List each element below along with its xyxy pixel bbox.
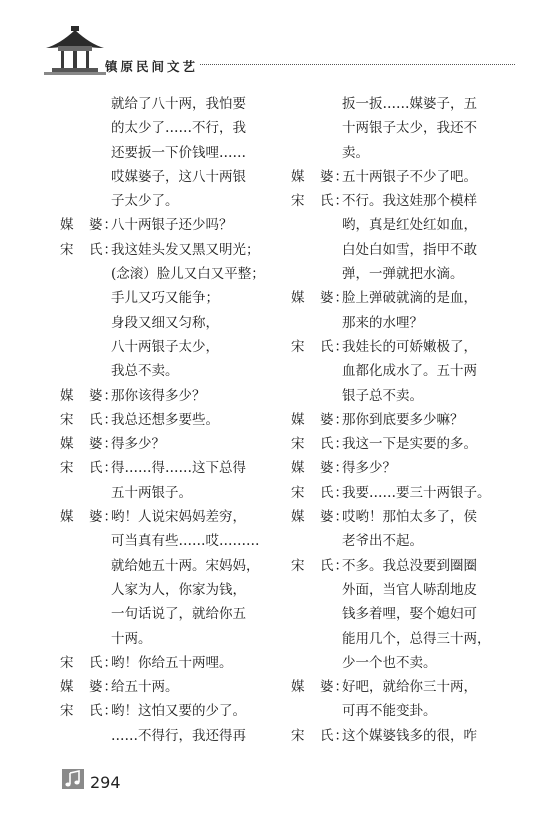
speaker-label: 媒 婆：	[60, 509, 118, 526]
dialogue-text: 扳一扳……媒婆子，五	[342, 96, 477, 112]
dialogue-text: 我总不卖。	[111, 363, 179, 380]
dialogue-line	[60, 724, 260, 748]
dialogue-text: 我娃长的可娇嫩极了，	[342, 338, 477, 355]
dialogue-line	[291, 238, 491, 262]
dialogue-line	[291, 286, 491, 310]
dialogue-line	[291, 335, 491, 359]
dialogue-text: 那你该得多少？	[111, 387, 206, 404]
dialogue-line	[291, 311, 491, 335]
speaker-label: 宋 氏：	[291, 436, 349, 453]
dialogue-text: 脸上弹破就滴的是血，	[342, 290, 477, 307]
speaker-label: 宋 氏：	[291, 338, 349, 355]
dialogue-line	[60, 602, 260, 626]
dialogue-text: 那你到底要多少嘛？	[342, 411, 464, 428]
dialogue-line	[291, 141, 491, 165]
speaker-label: 媒 婆：	[291, 290, 349, 307]
dialogue-line	[291, 165, 491, 189]
speaker-label: 媒 婆：	[291, 509, 349, 526]
dialogue-line	[60, 481, 260, 505]
dialogue-text: 八十两银子太少，	[111, 338, 219, 355]
dialogue-line	[291, 92, 491, 116]
dialogue-text: 可当真有些……哎………	[111, 533, 260, 550]
dialogue-text: 我这娃头发又黑又明光；	[111, 241, 260, 258]
dialogue-line	[60, 505, 260, 529]
dialogue-text: 八十两银子还少吗？	[111, 217, 233, 234]
speaker-label: 宋 氏：	[60, 411, 118, 428]
dialogue-line	[60, 335, 260, 359]
pavilion-icon	[44, 26, 106, 76]
dialogue-text: 十两银子太少，我还不	[342, 120, 477, 137]
dialogue-line	[60, 262, 265, 286]
dialogue-line	[60, 359, 260, 383]
dialogue-line	[291, 116, 491, 140]
dialogue-text: 五十两银子。	[111, 484, 192, 501]
page-number: 294	[90, 773, 121, 792]
speaker-label: 宋 氏：	[291, 484, 349, 501]
dialogue-text: 少一个也不卖。	[342, 654, 437, 671]
dialogue-line	[60, 408, 260, 432]
dialogue-text: 五十两银子不少了吧。	[342, 168, 477, 185]
dialogue-text: ……不得行，我还得再	[111, 727, 246, 744]
dialogue-line	[60, 311, 260, 335]
dialogue-line	[291, 408, 491, 432]
speaker-label: 宋 氏：	[291, 557, 349, 574]
speaker-label: 宋 氏：	[60, 703, 118, 720]
dialogue-text: 十两。	[111, 630, 152, 647]
dialogue-text: 哎哟！那怕太多了，侯	[342, 509, 477, 526]
dialogue-line	[291, 699, 491, 723]
dialogue-text: 哟，真是红处红如血，	[342, 217, 477, 234]
dialogue-text: 血都化成水了。五十两	[342, 363, 477, 380]
dialogue-line	[291, 213, 491, 237]
dialogue-text: (念滚）脸儿又白又平整；	[111, 266, 265, 283]
dialogue-text: 外面，当官人哧刮地皮	[342, 581, 477, 598]
dialogue-line	[60, 189, 260, 213]
speaker-label: 媒 婆：	[60, 679, 118, 696]
dialogue-line	[60, 432, 260, 456]
dialogue-text: 哎媒婆子，这八十两银	[111, 168, 246, 185]
speaker-label: 媒 婆：	[60, 217, 118, 234]
dialogue-line	[291, 262, 491, 286]
left-text-column	[60, 92, 265, 748]
dialogue-text: 白处白如雪，指甲不敢	[342, 241, 477, 258]
dialogue-line	[291, 456, 491, 480]
dialogue-text: 子太少了。	[111, 193, 179, 210]
dialogue-line	[60, 456, 260, 480]
dialogue-text: 手儿又巧又能争；	[111, 290, 219, 307]
dialogue-line	[291, 675, 491, 699]
dialogue-line	[291, 529, 491, 553]
dialogue-text: 银子总不卖。	[342, 387, 423, 404]
dialogue-text: 那来的水哩？	[342, 314, 423, 331]
dialogue-text: 哟！这怕又要的少了。	[111, 703, 246, 720]
dialogue-line	[60, 651, 260, 675]
dialogue-line	[60, 554, 260, 578]
speaker-label: 媒 婆：	[291, 679, 349, 696]
speaker-label: 媒 婆：	[60, 436, 118, 453]
dialogue-text: 我这一下是实要的多。	[342, 436, 477, 453]
dialogue-line	[291, 627, 491, 651]
speaker-label: 宋 氏：	[291, 193, 349, 210]
dialogue-text: 我要……要三十两银子。	[342, 484, 491, 501]
dialogue-line	[291, 505, 491, 529]
dialogue-text: 卖。	[342, 144, 369, 161]
dialogue-line	[60, 165, 260, 189]
dialogue-text: 就给了八十两，我怕要	[111, 96, 246, 112]
header-divider	[200, 64, 515, 65]
dialogue-text: 得多少？	[111, 436, 165, 453]
dialogue-line	[60, 238, 260, 262]
dialogue-text: 还要扳一下价钱哩……	[111, 144, 246, 161]
dialogue-line	[60, 384, 260, 408]
dialogue-text: 不多。我总没要到圈圈	[342, 557, 477, 574]
speaker-label: 宋 氏：	[291, 727, 349, 744]
dialogue-line	[60, 699, 260, 723]
speaker-label: 宋 氏：	[60, 460, 118, 477]
dialogue-text: 弹，一弹就把水滴。	[342, 266, 464, 283]
dialogue-line	[60, 286, 260, 310]
dialogue-text: 可再不能变卦。	[342, 703, 437, 720]
dialogue-text: 就给她五十两。宋妈妈，	[111, 557, 260, 574]
dialogue-line	[60, 675, 260, 699]
dialogue-text: 一句话说了，就给你五	[111, 606, 246, 623]
dialogue-text: 得……得……这下总得	[111, 460, 246, 477]
speaker-label: 媒 婆：	[60, 387, 118, 404]
dialogue-text: 哟！人说宋妈妈差穷，	[111, 509, 246, 526]
dialogue-line	[60, 92, 260, 116]
dialogue-text: 人家为人，你家为钱，	[111, 581, 246, 598]
dialogue-text: 这个媒婆钱多的很，咋	[342, 727, 477, 744]
dialogue-line	[60, 529, 260, 553]
dialogue-text: 能用几个，总得三十两，	[342, 630, 491, 647]
dialogue-text: 的太少了……不行，我	[111, 120, 246, 137]
dialogue-line	[291, 481, 491, 505]
music-note-icon	[62, 769, 84, 789]
page-header	[0, 0, 551, 100]
dialogue-line	[60, 627, 260, 651]
dialogue-line	[60, 116, 260, 140]
dialogue-line	[60, 213, 260, 237]
speaker-label: 媒 婆：	[291, 411, 349, 428]
dialogue-line	[291, 578, 491, 602]
dialogue-text: 老爷出不起。	[342, 533, 423, 550]
speaker-label: 媒 婆：	[291, 460, 349, 477]
dialogue-line	[291, 554, 491, 578]
right-text-column	[291, 92, 491, 748]
dialogue-text: 钱多着哩，娶个媳妇可	[342, 606, 477, 623]
speaker-label: 媒 婆：	[291, 168, 349, 185]
dialogue-line	[291, 359, 491, 383]
dialogue-text: 不行。我这娃那个模样	[342, 193, 477, 210]
dialogue-text: 得多少？	[342, 460, 396, 477]
dialogue-line	[291, 384, 491, 408]
header-title: 镇原民间文艺	[105, 59, 199, 74]
dialogue-text: 好吧，就给你三十两，	[342, 679, 477, 696]
speaker-label: 宋 氏：	[60, 654, 118, 671]
dialogue-text: 哟！你给五十两哩。	[111, 654, 233, 671]
dialogue-text: 给五十两。	[111, 679, 179, 696]
dialogue-line	[291, 602, 491, 626]
dialogue-line	[60, 578, 260, 602]
speaker-label: 宋 氏：	[60, 241, 118, 258]
dialogue-line	[291, 724, 491, 748]
dialogue-line	[60, 141, 260, 165]
dialogue-text: 我总还想多要些。	[111, 411, 219, 428]
dialogue-line	[291, 432, 491, 456]
dialogue-text: 身段又细又匀称，	[111, 314, 219, 331]
dialogue-line	[291, 189, 491, 213]
dialogue-line	[291, 651, 491, 675]
